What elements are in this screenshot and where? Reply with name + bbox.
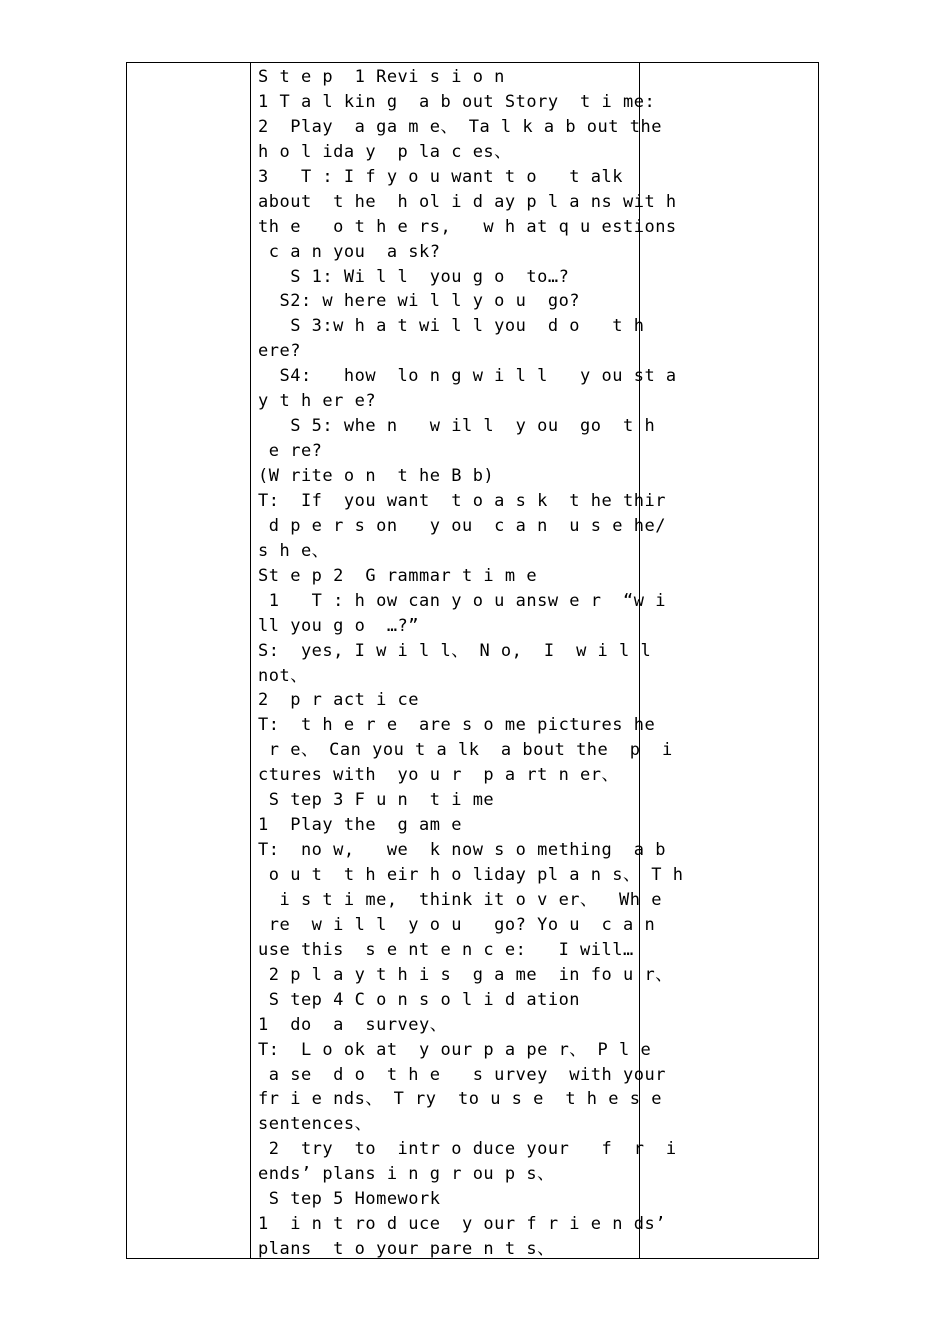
procedure-line: S tep 5 Homework (258, 1189, 441, 1210)
procedure-line: S t e p 1 Revi s i o n (258, 67, 505, 87)
procedure-line: S 3:w h a t wi l l you d o t h (258, 316, 645, 337)
procedure-line: about t he h ol i d ay p l a ns wit h (258, 191, 677, 212)
procedure-line: i s t i me, think it o v er、 Wh e (258, 889, 662, 910)
procedure-line: S2: w here wi l l y o u go? (258, 291, 581, 312)
procedure-line: T: t h e r e are s o me pictures he (258, 715, 656, 736)
procedure-line: 1 T : h ow can y o u answ e r “w i (258, 590, 666, 611)
procedure-line: not、 (258, 665, 308, 686)
procedure-line: S 1: Wi l l you g o to…? (258, 266, 570, 287)
procedure-line: 1 do a survey、 (258, 1014, 448, 1035)
procedure-line: c a n you a sk? (258, 241, 441, 262)
procedure-line: S tep 3 F u n t i me (258, 790, 495, 811)
procedure-line: (W rite o n t he B b) (258, 466, 495, 486)
procedure-line: 1 Play the g am e (258, 815, 462, 836)
procedure-line: 1 i n t ro d uce y our f r i e n ds’ (258, 1214, 666, 1235)
procedure-line: ends’ plans i n g r ou p s、 (258, 1164, 555, 1185)
procedure-line: r e、 Can you t a lk a bout the p i (258, 740, 673, 761)
procedure-line: s h e、 (258, 540, 330, 561)
procedure-line: e re? (258, 441, 323, 462)
procedure-line: ll you g o …?” (258, 615, 420, 636)
procedure-line: sentences、 (258, 1114, 373, 1135)
procedure-line: 2 try to intr o duce your f r i (258, 1139, 677, 1160)
procedure-line: T: L o ok at y our p a pe r、 P l e (258, 1039, 652, 1060)
lesson-plan-table (126, 62, 819, 1259)
procedure-line: T: no w, we k now s o mething a b (258, 840, 666, 861)
procedure-line: a se d o t h e s urvey with your (258, 1064, 666, 1085)
procedure-line: re w i l l y o u go? Yo u c a n (258, 914, 656, 935)
procedure-line: 2 p l a y t h i s g a me in fo u r、 (258, 964, 673, 985)
procedure-line: 3 T : I f y o u want t o t alk (258, 166, 623, 187)
procedure-line: o u t t h eir h o liday pl a n s、 T h (258, 865, 684, 885)
procedure-line: 1 T a l kin g a b out Story t i me: (258, 91, 656, 112)
procedure-line: S4: how lo n g w i l l y ou st a (258, 366, 677, 387)
procedure-line: ctures with yo u r p a rt n er、 (258, 765, 620, 786)
left-column-cell (127, 63, 251, 1258)
teaching-procedure-cell (251, 63, 684, 1260)
procedure-line: y t h er e? (258, 391, 377, 412)
procedure-line: S tep 4 C o n s o l i d ation (258, 989, 581, 1010)
procedure-line: 2 Play a ga m e、 Ta l k a b out the (258, 116, 662, 137)
procedure-line: fr i e nds、 T ry to u s e t h e s e (258, 1089, 662, 1110)
procedure-line: use this s e nt e n c e: I will… (258, 939, 634, 960)
procedure-line: St e p 2 G rammar t i m e (258, 565, 538, 586)
procedure-line: 2 p r act i ce (258, 690, 420, 711)
procedure-line: plans t o your pare n t s、 (258, 1239, 555, 1260)
procedure-line: h o l ida y p la c es、 (258, 141, 512, 162)
procedure-line: ere? (258, 341, 301, 362)
procedure-line: th e o t h e rs, w h at q u estions (258, 216, 677, 237)
procedure-line: T: If you want t o a s k t he thir (258, 490, 666, 511)
procedure-line: S: yes, I w i l l、 N o, I w i l l (258, 640, 652, 661)
procedure-line: S 5: whe n w il l y ou go t h (258, 416, 656, 437)
right-column-cell (640, 63, 818, 1258)
procedure-line: d p e r s on y ou c a n u s e he/ (258, 515, 666, 536)
